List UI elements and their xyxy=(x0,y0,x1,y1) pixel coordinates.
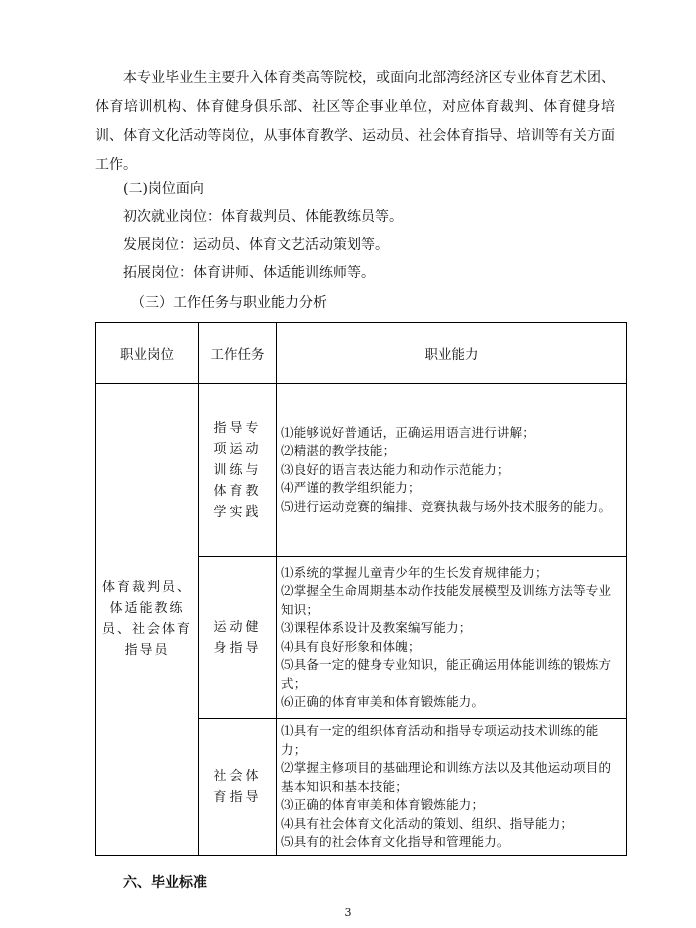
ability-item: ⑴能够说好普通话，正确运用语言进行讲解； xyxy=(281,424,536,440)
ability-cell xyxy=(277,384,627,557)
task-cell: 指导专项运动训练与体育教学实践 xyxy=(199,384,277,557)
header-task: 工作任务 xyxy=(199,323,277,384)
heading-post-orientation: (二)岗位面向 xyxy=(123,181,204,197)
page-number: 3 xyxy=(344,906,352,919)
ability-item: ⑵精湛的教学技能； xyxy=(281,443,396,459)
ability-item: ⑴具有一定的组织体育活动和指导专项运动技术训练的能力； xyxy=(281,723,599,757)
header-post: 职业岗位 xyxy=(96,323,199,384)
ability-item: ⑸具有的社会体育文化指导和管理能力。 xyxy=(281,834,510,849)
ability-item: ⑵掌握主修项目的基础理论和训练方法以及其他运动项目的基本知识和基本技能； xyxy=(281,760,612,794)
intro-paragraph: 本专业毕业生主要升入体育类高等院校，或面向北部湾经济区专业体育艺术团、体育培训机构、体育健身俱乐部、社区等企事业单位，对应体育裁判、体育健身培训、体育文化活动等岗位，从事体育教学、运动员、社会体育指导、培训等有关方面工作。 xyxy=(95,70,615,173)
ability-item: ⑸进行运动竞赛的编排、竞赛执裁与场外技术服务的能力。 xyxy=(281,498,612,514)
table-header-row xyxy=(96,323,627,384)
task-cell: 运动健身指导 xyxy=(199,557,277,719)
heading-task-analysis: （三）工作任务与职业能力分析 xyxy=(131,295,327,311)
task-ability-table xyxy=(95,322,627,856)
ability-item: ⑶良好的语言表达能力和动作示范能力； xyxy=(281,461,510,477)
ability-item: ⑶课程体系设计及教案编写能力； xyxy=(281,620,472,635)
ability-cell xyxy=(277,719,627,856)
section-graduation-standard: 六、毕业标准 xyxy=(123,875,207,891)
ability-item: ⑷严谨的教学组织能力； xyxy=(281,480,421,496)
task-cell: 社会体育指导 xyxy=(199,719,277,856)
ability-item: ⑴系统的掌握儿童青少年的生长发育规律能力； xyxy=(281,564,548,580)
initial-post: 初次就业岗位：体育裁判员、体能教练员等。 xyxy=(123,209,403,225)
ability-item: ⑹正确的体育审美和体育锻炼能力。 xyxy=(281,694,485,709)
post-cell: 体育裁判员、体适能教练员、社会体育指导员 xyxy=(96,384,199,856)
ability-item: ⑸具备一定的健身专业知识，能正确运用体能训练的锻炼方式； xyxy=(281,657,612,691)
ability-item: ⑵掌握全生命周期基本动作技能发展模型及训练方法等专业知识； xyxy=(281,583,612,617)
development-post: 发展岗位：运动员、体育文艺活动策划等。 xyxy=(123,237,389,253)
header-ability: 职业能力 xyxy=(277,323,627,384)
ability-item: ⑶正确的体育审美和体育锻炼能力； xyxy=(281,797,485,812)
ability-item: ⑷具有社会体育文化活动的策划、组织、指导能力； xyxy=(281,815,574,831)
table-row xyxy=(96,384,627,557)
ability-cell xyxy=(277,557,627,719)
ability-item: ⑷具有良好形象和体魄； xyxy=(281,638,421,654)
expansion-post: 拓展岗位：体育讲师、体适能训练师等。 xyxy=(123,265,375,281)
